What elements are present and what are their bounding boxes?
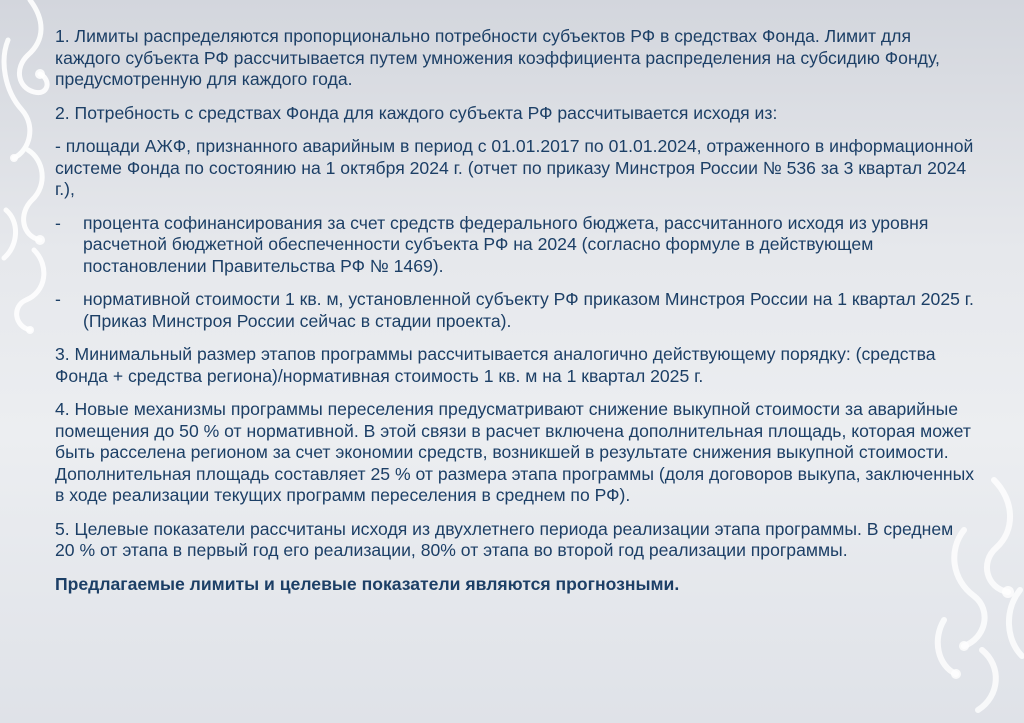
paragraph-2: 2. Потребность с средствах Фонда для каждого субъекта РФ рассчитывается исходя из: — [55, 102, 778, 123]
paragraph-1: 1. Лимиты распределяются пропорционально потребности субъектов РФ в средствах Фонда. Лимит для каждого субъекта РФ рассчитывается путем умножения коэффициента распределения на субсидию Фонду, предусмотренную для каждого года. — [55, 26, 940, 89]
paragraph-3: 3. Минимальный размер этапов программы рассчитывается аналогично действующему порядку: (средства Фонда + средства региона)/нормативная стоимость 1 кв. м на 1 квартал 2025 г. — [55, 344, 936, 386]
list-bullet: - — [55, 289, 61, 309]
list-item-cofinancing — [55, 213, 975, 278]
list-bullet: - — [55, 212, 61, 233]
paragraph-4: 4. Новые механизмы программы переселения предусматривают снижение выкупной стоимости за аварийные помещения до 50 % от нормативной. В этой связи в расчет включена дополнительная площадь, которая может быть расселена регионом за счет экономии средств, возникшей в результате снижения выкупной стоимости. Дополнительная площадь составляет 25 % от размера этапа программы (доля договоров выкупа, заключенных в ходе реализации текущих программ переселения в среднем по РФ). — [55, 399, 975, 505]
list-item-normative-cost-text: нормативной стоимости 1 кв. м, установленной субъекту РФ приказом Минстроя России на 1 квартал 2025 г. (Приказ Минстроя России сейчас в стадии проекта). — [83, 289, 974, 331]
paragraph-2-item-area: - площади АЖФ, признанного аварийным в период с 01.01.2017 по 01.01.2024, отраженного в информационной системе Фонда по состоянию на 1 октября 2024 г. (отчет по приказу Минстроя России № 536 за 3 квартал 2024 г.), — [55, 136, 974, 199]
list-item-cofinancing-text: процента софинансирования за счет средств федерального бюджета, рассчитанного исходя из уровня расчетной бюджетной обеспеченности субъекта РФ на 2024 (согласно формуле в действующем постановлении Правительства РФ № 1469). — [83, 212, 929, 276]
list-item-normative-cost — [55, 289, 975, 332]
slide-content — [55, 26, 975, 607]
conclusion-text: Предлагаемые лимиты и целевые показатели являются прогнозными. — [55, 573, 680, 594]
decorative-ornament-left — [0, 0, 60, 723]
paragraph-5: 5. Целевые показатели рассчитаны исходя из двухлетнего периода реализации этапа программы. В среднем 20 % от этапа в первый год его реализации, 80% от этапа во второй год реализации программы. — [55, 518, 954, 560]
